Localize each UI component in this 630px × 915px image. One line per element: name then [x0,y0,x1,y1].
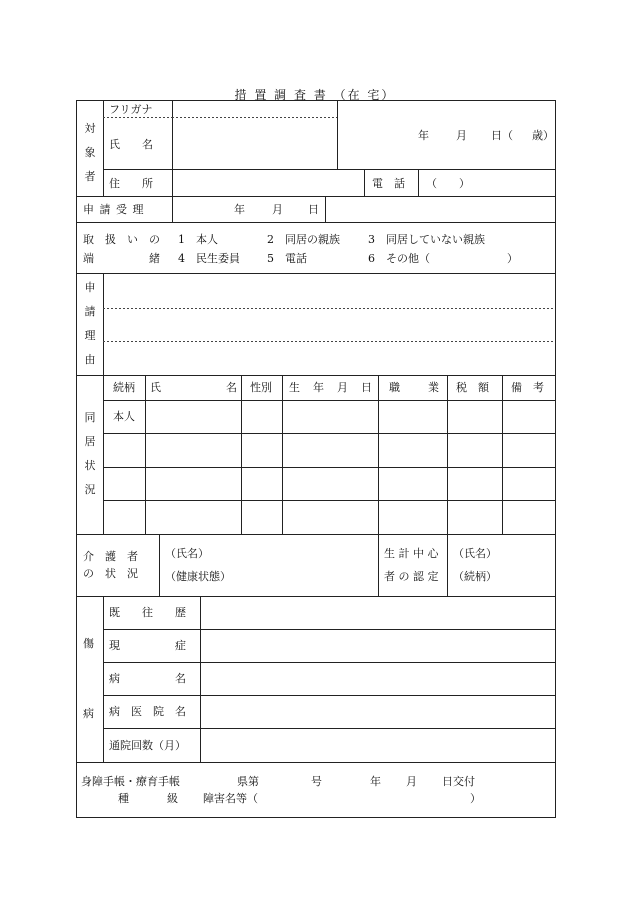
illness-row-visits: 通院回数（月） [109,739,186,752]
handling-label-line1: 取 扱 い の [83,233,160,246]
disability-prefecture: 県第 [237,775,259,788]
illness-row-current: 現 症 [109,639,186,652]
subject-label-char: 者 [84,170,96,183]
illness-row-hospital: 病 医 院 名 [109,705,186,718]
livelihood-label-line2: 者 の 認 定 [384,570,439,583]
livelihood-name-field[interactable]: （氏名） [453,547,497,560]
caregiver-label-line1: 介 護 者 [83,550,138,563]
handling-option[interactable]: 6 その他（ ） [368,252,518,265]
illness-row-history: 既 往 歴 [109,606,186,619]
reason-label-char: 理 [84,329,96,342]
reason-label-char: 請 [84,305,96,318]
subject-label-char: 対 [84,122,96,135]
phone-parens[interactable]: （ ） [426,177,470,190]
handling-option[interactable]: 1 本人 [178,233,218,246]
handling-option[interactable]: 5 電話 [267,252,307,265]
address-label: 住 所 [109,177,153,190]
name-label: 氏 名 [109,138,153,151]
household-label-char: 居 [84,435,96,448]
disability-handbook: 身障手帳・療育手帳 [81,775,180,788]
livelihood-label-line1: 生 計 中 心 [384,547,439,560]
header-occupation-2: 業 [428,381,439,394]
caregiver-name-field[interactable]: （氏名） [165,547,209,560]
disability-name-field[interactable]: 障害名等（ [203,792,258,805]
application-day: 日 [308,203,319,216]
handling-option[interactable]: 3 同居していない親族 [368,233,485,246]
phone-label: 電 話 [372,177,405,190]
header-name-2: 名 [226,381,237,394]
disability-issued: 日交付 [442,775,475,788]
household-label-char: 同 [84,411,96,424]
household-label-char: 状 [84,459,96,472]
disability-grade: 級 [167,792,178,805]
handling-option[interactable]: 4 民生委員 [178,252,240,265]
illness-label-bottom: 病 [83,707,94,720]
handling-option[interactable]: 2 同居の親族 [267,233,340,246]
disability-type: 種 [118,792,129,805]
header-sex: 性別 [250,381,272,394]
household-side-label [83,406,97,502]
livelihood-relation-field[interactable]: （続柄） [453,570,497,583]
application-label: 申 請 受 理 [83,203,145,216]
illness-row-disease: 病 名 [109,672,186,685]
illness-label-top: 傷 [83,637,94,650]
header-occupation-1: 職 [389,381,400,394]
dob-age: 歳） [532,129,554,142]
header-tax: 税 額 [456,381,489,394]
household-row-self: 本人 [113,410,135,423]
disability-month: 月 [406,775,417,788]
household-label-char: 況 [84,483,96,496]
subject-side-label [83,117,97,189]
reason-label-char: 由 [84,353,96,366]
subject-label-char: 象 [84,146,96,159]
disability-close-paren: ） [470,792,481,805]
dob-month: 月 [456,129,467,142]
furigana-label: フリガナ [109,103,153,116]
header-relation: 続柄 [113,381,135,394]
header-remarks: 備 考 [511,381,544,394]
form-title: 措 置 調 査 書 （在 宅） [234,88,396,102]
disability-year: 年 [370,775,381,788]
disability-number: 号 [311,775,322,788]
application-month: 月 [272,203,283,216]
caregiver-label-line2: の 状 況 [83,567,138,580]
header-birthdate: 生 年 月 日 [289,381,373,394]
dob-day: 日（ [491,129,513,142]
reason-label-char: 申 [84,281,96,294]
dob-year: 年 [418,129,429,142]
handling-label-line2: 端 緒 [83,252,160,265]
caregiver-health-field[interactable]: （健康状態） [165,570,231,583]
header-name-1: 氏 [150,381,161,394]
reason-side-label [83,276,97,372]
application-year: 年 [234,203,245,216]
